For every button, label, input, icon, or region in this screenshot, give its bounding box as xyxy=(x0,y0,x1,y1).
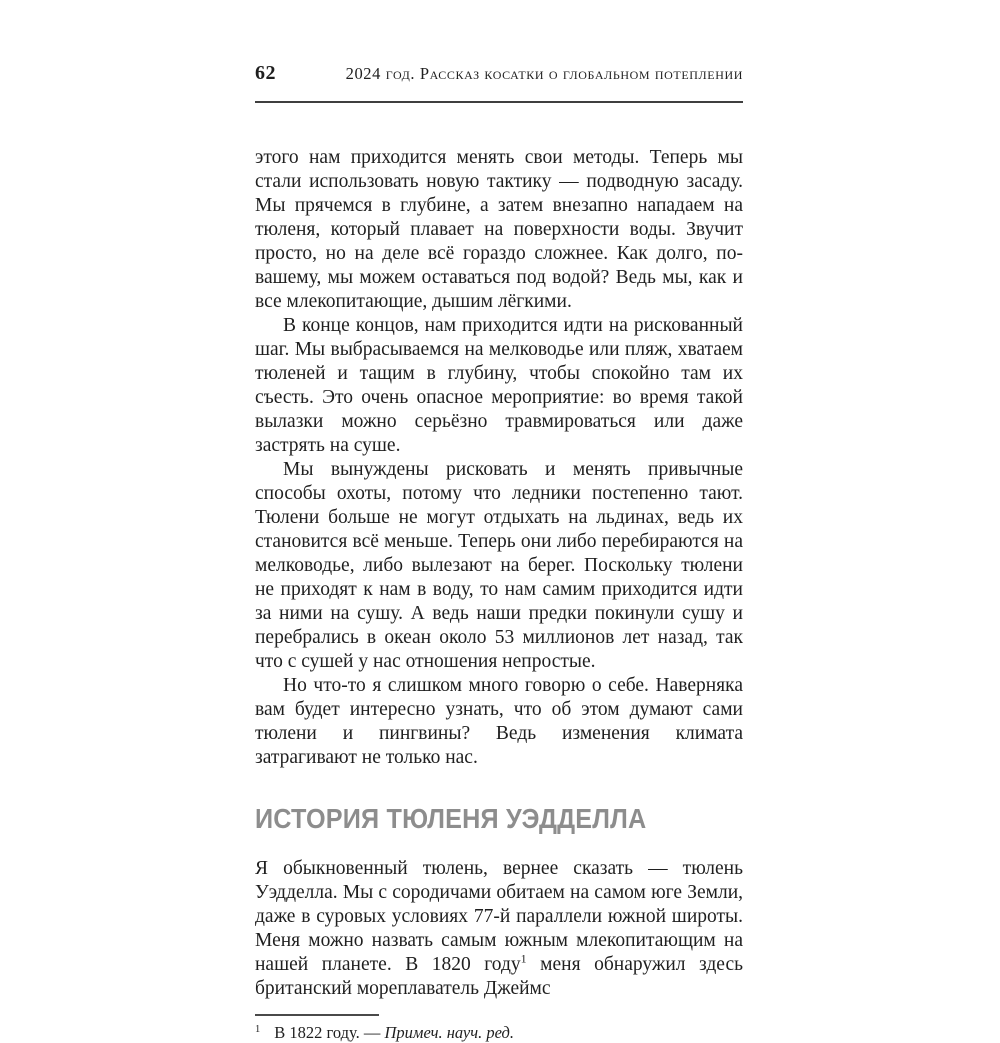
page-content xyxy=(255,62,743,1043)
footnote xyxy=(255,1014,743,1043)
section-paragraph-text: Я обыкновенный тюлень, вернее сказать — тюлень Уэдделла. Мы с сородичами обитаем на самом юге Земли, даже в суровых условиях 77-й параллели южной широты. Меня можно назвать самым южным млекопитающим на нашей планете. В 1820 году xyxy=(255,858,743,975)
section-heading: ИСТОРИЯ ТЮЛЕНЯ УЭДДЕЛЛА xyxy=(255,803,647,834)
section-text xyxy=(255,857,743,1001)
paragraph: В конце концов, нам приходится идти на рискованный шаг. Мы выбрасываемся на мелководье или пляж, хватаем тюленей и тащим в глубину, чтобы спокойно там их съесть. Это очень опасное мероприятие: во время такой вылазки можно серьёзно травмироваться или даже застрять на суше. xyxy=(255,315,743,456)
paragraph: Но что-то я слишком много говорю о себе. Наверняка вам будет интересно узнать, что об этом думают сами тюлени и пингвины? Ведь изменения климата затрагивают не только нас. xyxy=(255,675,743,768)
footnote-marker: 1 xyxy=(255,1023,261,1035)
footnote-line xyxy=(255,1016,743,1043)
footnote-reference: 1 xyxy=(520,951,527,966)
page-number: 62 xyxy=(255,62,276,84)
paragraph: этого нам приходится менять свои методы. Теперь мы стали использовать новую тактику — подводную засаду. Мы прячемся в глубине, а затем внезапно нападаем на тюленя, который плавает на поверхности воды. Звучит просто, но на деле всё гораздо сложнее. Как долго, по-вашему, мы можем оставаться под водой? Ведь мы, как и все млекопитающие, дышим лёгкими. xyxy=(255,147,743,312)
footnote-attribution: Примеч. науч. ред. xyxy=(384,1023,514,1042)
section-paragraph-text-after: меня обнаружил здесь британский мореплаватель Джеймс xyxy=(255,954,743,999)
page-header xyxy=(255,62,743,101)
footnote-text: В 1822 году. — xyxy=(274,1023,385,1042)
running-head: 2024 год. Рассказ косатки о глобальном потеплении xyxy=(345,64,743,83)
body-text xyxy=(255,146,743,1001)
paragraph: Мы вынуждены рисковать и менять привычные способы охоты, потому что ледники постепенно тают. Тюлени больше не могут отдыхать на льдинах, ведь их становится всё меньше. Теперь они либо перебираются на мелководье, либо вылезают на берег. Поскольку тюлени не приходят к нам в воду, то нам самим приходится идти за ними на сушу. А ведь наши предки покинули сушу и перебрались в океан около 53 миллионов лет назад, так что с сушей у нас отношения непростые. xyxy=(255,459,743,672)
header-rule xyxy=(255,101,743,103)
paragraph xyxy=(255,857,743,1001)
